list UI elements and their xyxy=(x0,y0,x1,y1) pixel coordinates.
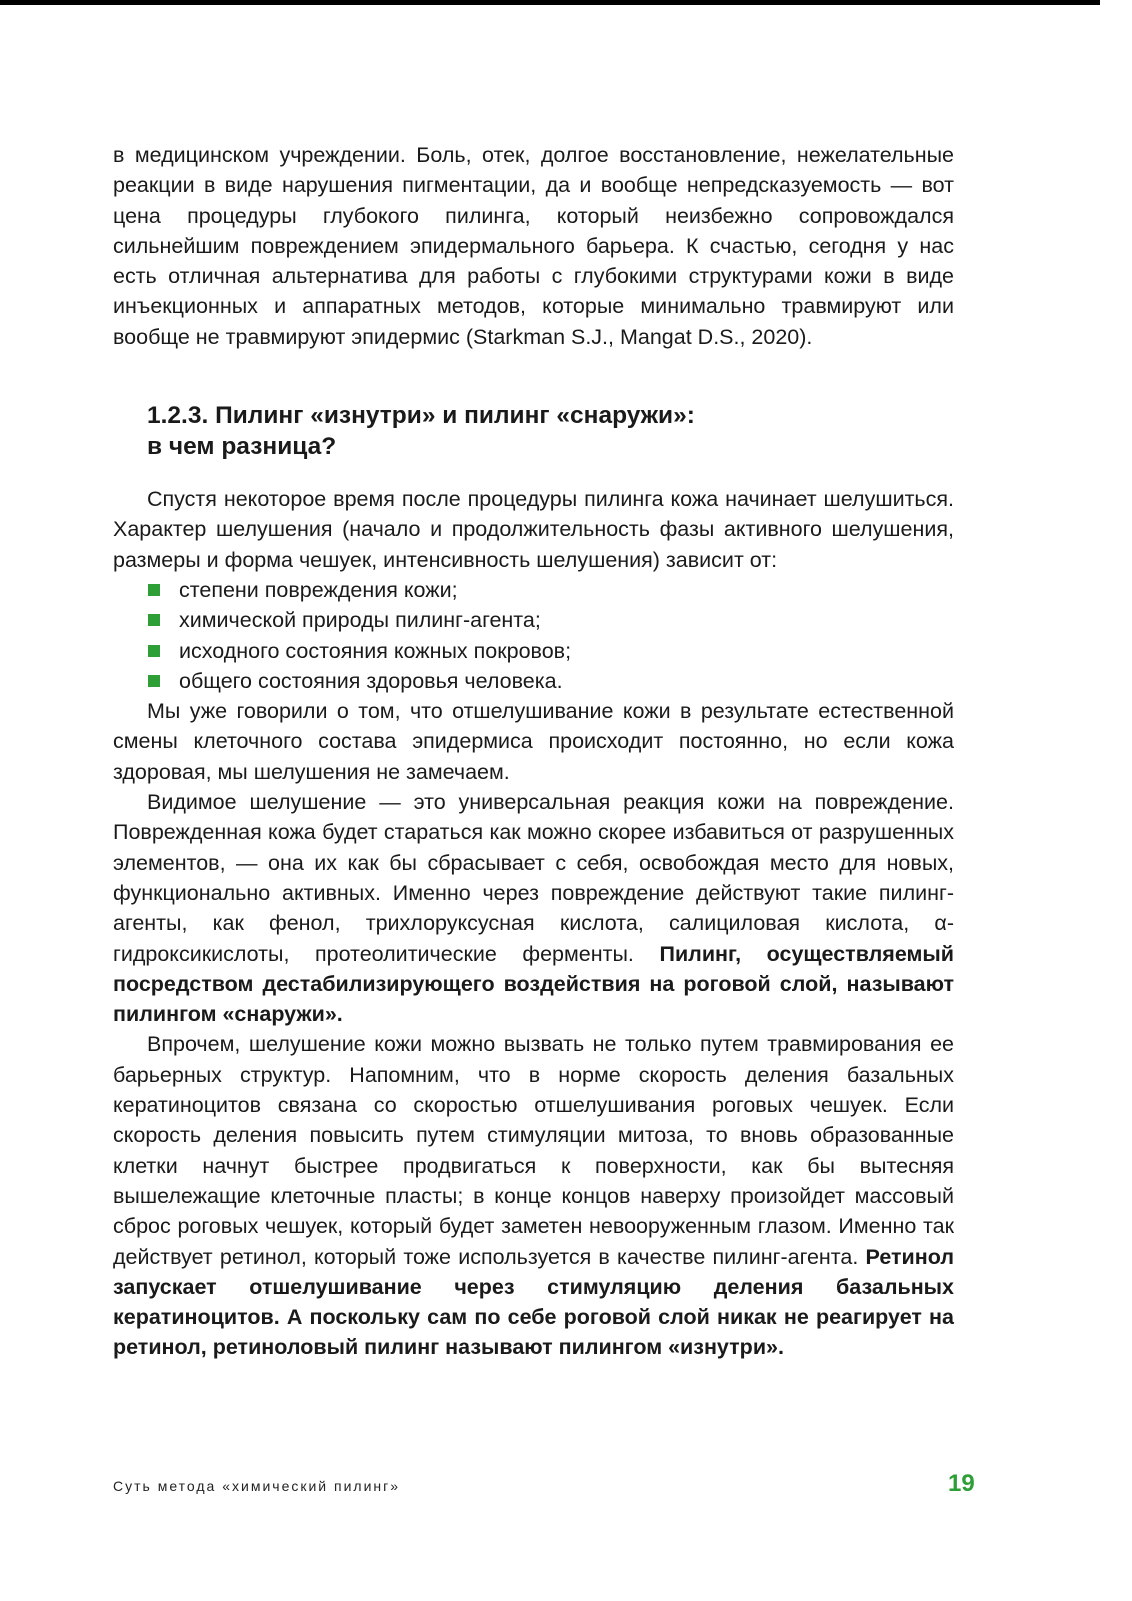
intro-paragraph: в медицинском учреждении. Боль, отек, долгое восстановление, нежелательные реакции в виде нарушения пигментации, да и вообще непредсказуемость — вот цена процедуры глубокого пилинга, который неизбежно сопровождался сильнейшим повреждением эпидермального барьера. К счастью, сегодня у нас есть отличная альтернатива для работы с глубокими структурами кожи в виде инъекционных и аппаратных методов, которые минимально травмируют или вообще не травмируют эпидермис (Starkman S.J., Mangat D.S., 2020). xyxy=(113,143,954,349)
green-square-bullet-icon xyxy=(148,675,160,687)
paragraph-4-bold-definition: Ретинол запускает отшелушивание через стимуляцию деления базальных кератиноцитов. А поскольку сам по себе роговой слой никак не реагирует на ретинол, ретиноловый пилинг называют пилингом «изнутри». xyxy=(113,1244,954,1360)
list-item: общего состояния здоровья человека. xyxy=(113,666,954,696)
page-number: 19 xyxy=(948,1470,975,1497)
section-heading-line-2: в чем разница? xyxy=(147,433,337,461)
paragraph-2: Мы уже говорили о том, что отшелушивание кожи в результате естественной смены клеточного состава эпидермиса происходит постоянно, но если кожа здоровая, мы шелушения не замечаем. xyxy=(113,699,954,784)
paragraph-4-text: Впрочем, шелушение кожи можно вызвать не только путем травмирования ее барьерных структур. Напомним, что в норме скорость деления базальных кератиноцитов связана со скоростью отшелушивания роговых чешуек. Если скорость деления повысить путем стимуляции митоза, то вновь образованные клетки начнут быстрее продвигаться к поверхности, как бы вытесняя вышележащие клеточные пласты; в конце концов наверху произойдет массовый сброс роговых чешуек, который будет заметен невооруженным глазом. Именно так действует ретинол, который тоже используется в качестве пилинг-агента. xyxy=(113,1032,954,1269)
green-square-bullet-icon xyxy=(148,645,160,657)
bullet-list xyxy=(113,575,954,696)
list-item: степени повреждения кожи; xyxy=(113,575,954,605)
green-square-bullet-icon xyxy=(148,614,160,626)
list-item: исходного состояния кожных покровов; xyxy=(113,636,954,666)
paragraph-3-bold-definition: Пилинг, осуществляемый посредством дестабилизирующего воздействия на роговой слой, называют пилингом «снаружи». xyxy=(113,941,954,1027)
paragraph-1: Спустя некоторое время после процедуры пилинга кожа начинает шелушиться. Характер шелушения (начало и продолжительность фазы активного шелушения, размеры и форма чешуек, интенсивность шелушения) зависит от: xyxy=(113,487,954,572)
top-rule xyxy=(0,0,1100,5)
page-content xyxy=(113,140,954,1363)
green-square-bullet-icon xyxy=(148,584,160,596)
paragraph-4 xyxy=(113,1029,954,1362)
section-heading-line-1: 1.2.3. Пилинг «изнутри» и пилинг «снаружи»: xyxy=(147,402,695,430)
section-heading xyxy=(147,400,954,462)
list-item: химической природы пилинг-агента; xyxy=(113,605,954,635)
paragraph-3 xyxy=(113,787,954,1029)
running-footer-title: Суть метода «химический пилинг» xyxy=(113,1478,401,1494)
paragraph-3-text: Видимое шелушение — это универсальная реакция кожи на повреждение. Поврежденная кожа будет стараться как можно скорее избавиться от разрушенных элементов, — она их как бы сбрасывает с себя, освобождая место для новых, функционально активных. Именно через повреждение действуют такие пилинг-агенты, как фенол, трихлоруксусная кислота, салициловая кислота, α-гидроксикислоты, протеолитические ферменты. xyxy=(113,790,954,966)
